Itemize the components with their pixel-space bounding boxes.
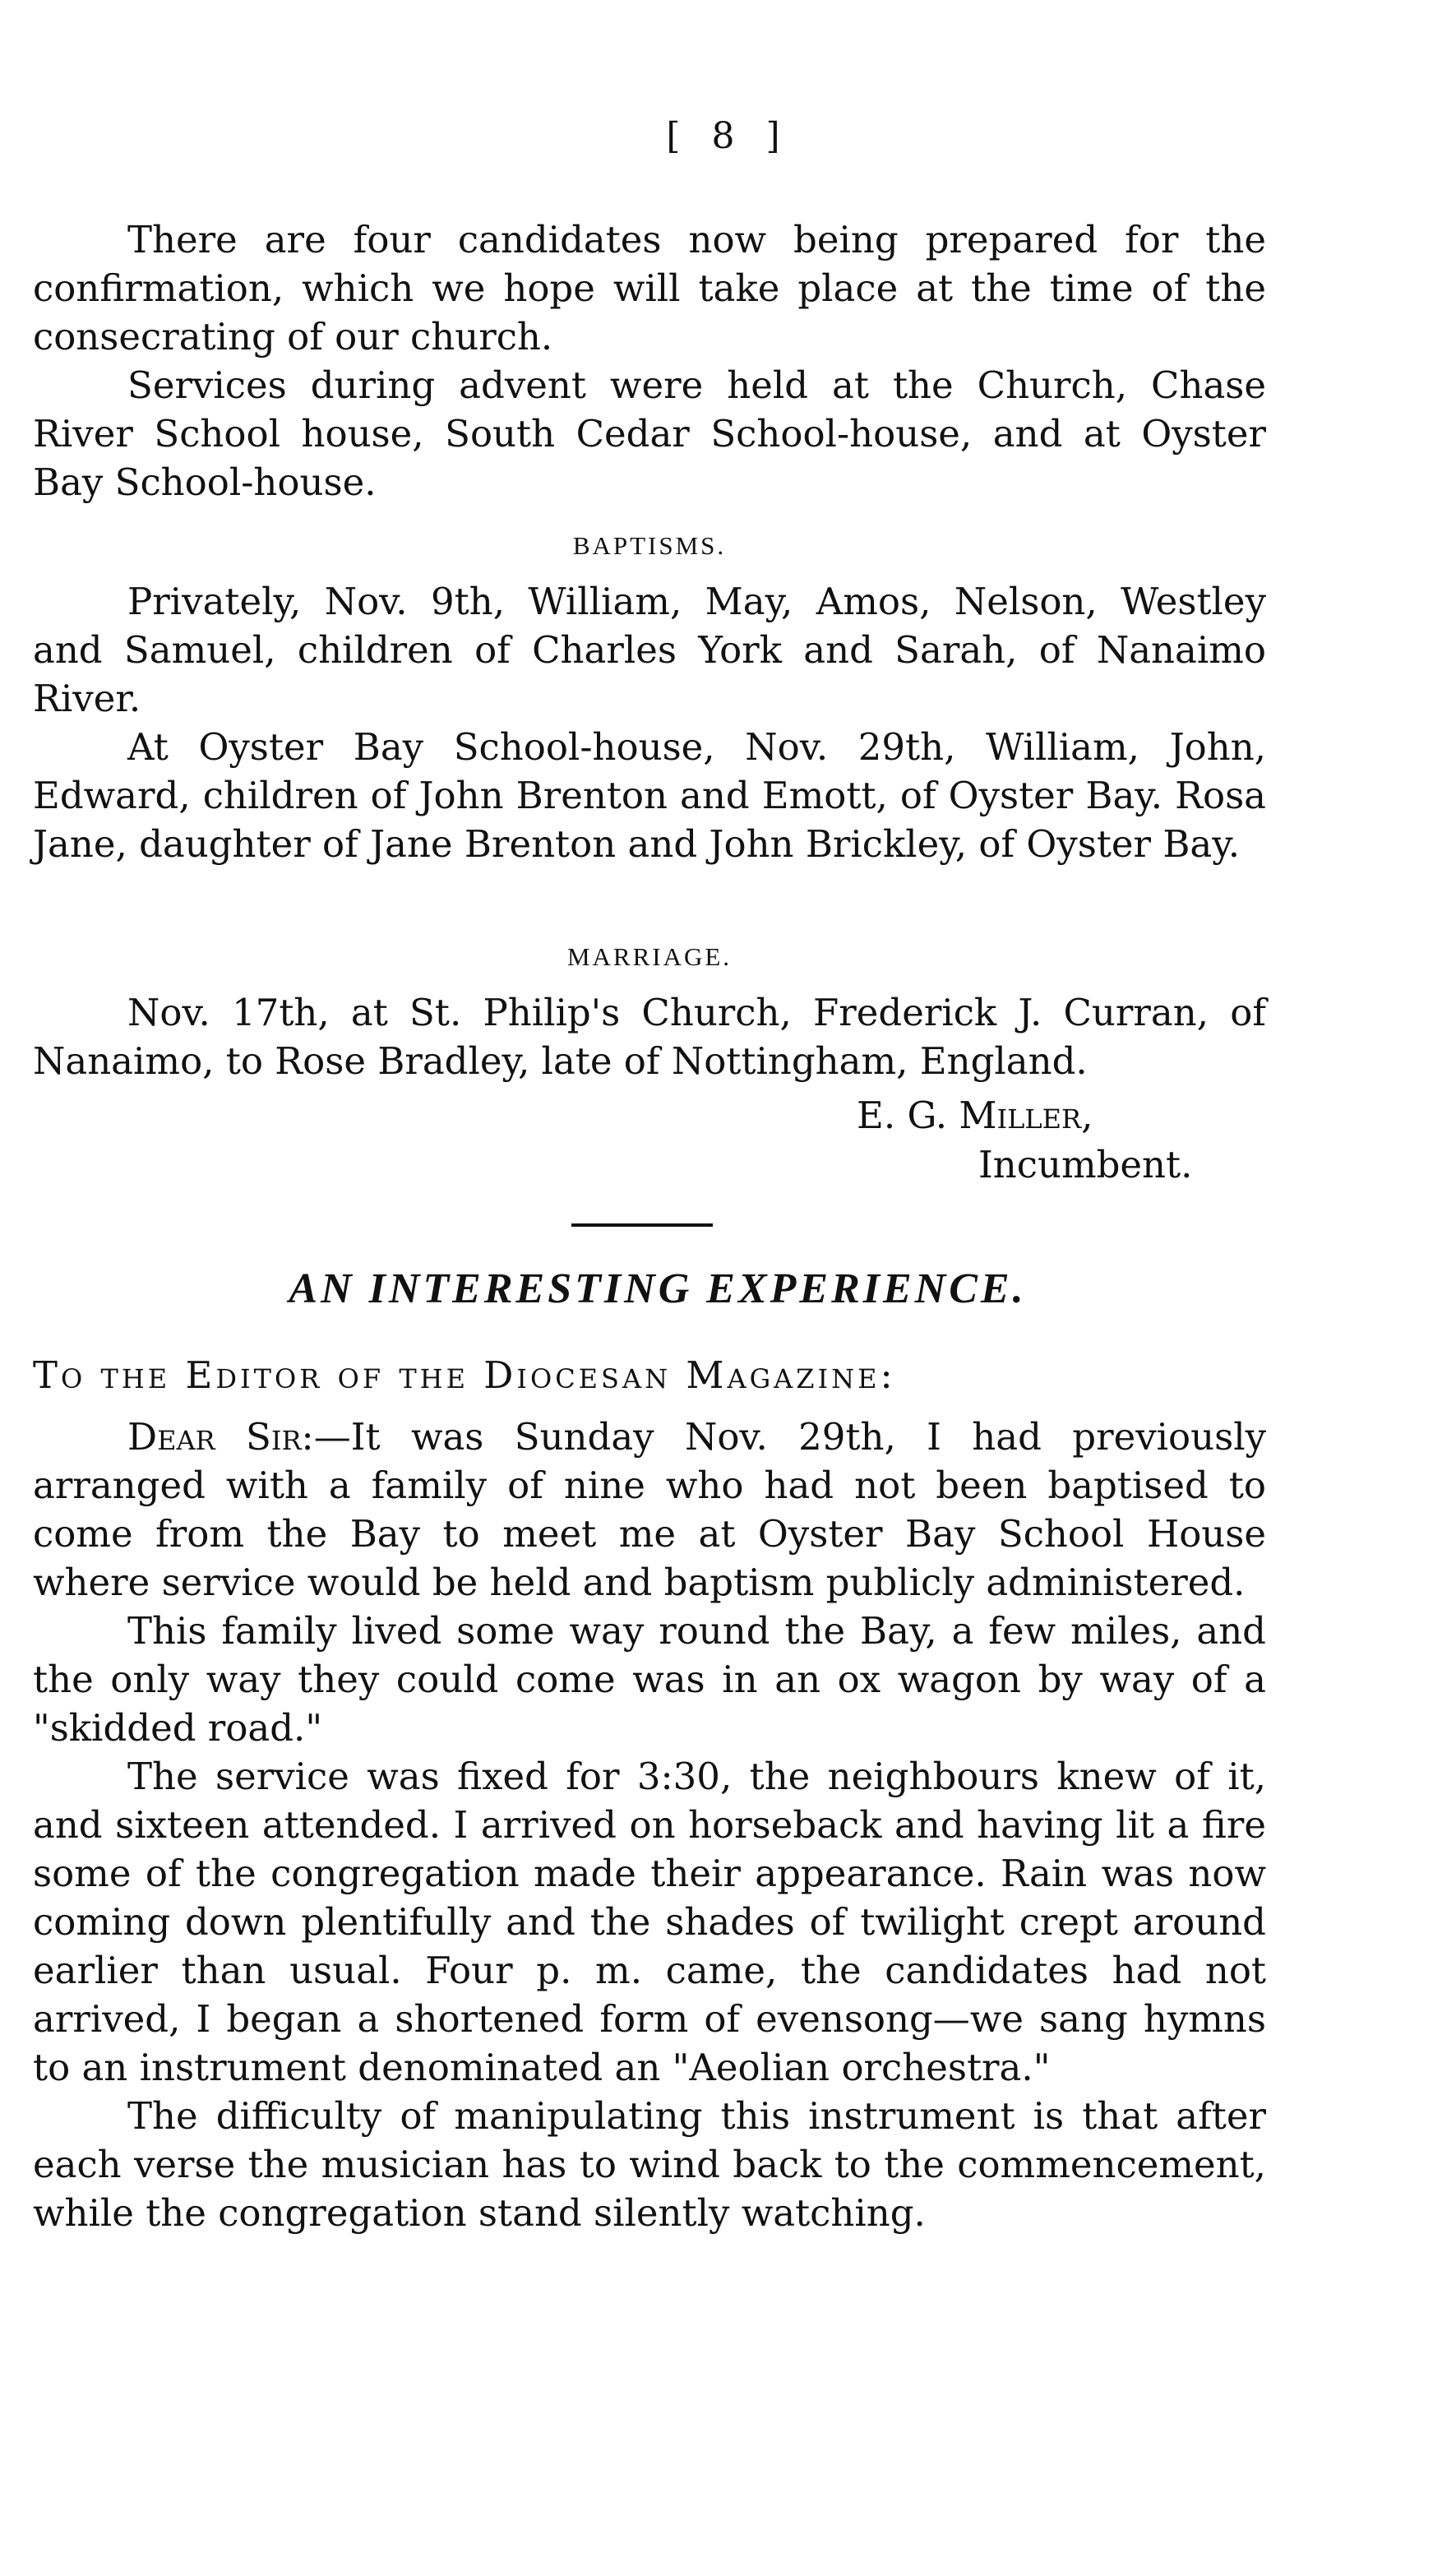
article-opening: Dear Sir:	[127, 1415, 314, 1459]
article-paragraph-1	[33, 1413, 1266, 1607]
salutation: To the Editor of the Diocesan Magazine:	[33, 1353, 896, 1397]
intro-paragraph-confirmation: There are four candidates now being prepared for the confirmation, which we hope will take place at the time of the consecrating of our church.	[33, 218, 1266, 358]
intro-section	[33, 215, 1266, 506]
signature-name: E. G. Miller,	[857, 1094, 1093, 1137]
article-paragraph-3: The service was fixed for 3:30, the neighbours knew of it, and sixteen attended. I arrived on horseback and having lit a fire some of the congregation made their appearance. Rain was now coming down plentifully and the shades of twilight crept around earlier than usual. Four p. m. came, the candidates had not arrived, I began a shortened form of evensong—we sang hymns to an instrument denominated an "Aeolian orchestra."	[33, 1755, 1266, 2089]
page-number: [ 8 ]	[666, 115, 790, 157]
baptism-entry-oyster-bay: At Oyster Bay School-house, Nov. 29th, William, John, Edward, children of John Brenton and Emott, of Oyster Bay. Rosa Jane, daughter of Jane Brenton and John Brickley, of Oyster Bay.	[33, 725, 1266, 866]
baptism-entry-private: Privately, Nov. 9th, William, May, Amos, Nelson, Westley and Samuel, children of Charles York and Sarah, of Nanaimo River.	[33, 580, 1266, 720]
marriage-section	[33, 988, 1266, 1085]
section-divider	[571, 1223, 713, 1227]
intro-paragraph-advent-services: Services during advent were held at the Church, Chase River School house, South Cedar School-house, and at Oyster Bay School-house.	[33, 363, 1266, 504]
article-title: AN INTERESTING EXPERIENCE.	[289, 1265, 1027, 1312]
signature-title: Incumbent.	[978, 1143, 1193, 1186]
baptisms-section	[33, 577, 1266, 868]
marriage-entry: Nov. 17th, at St. Philip's Church, Frederick J. Curran, of Nanaimo, to Rose Bradley, late of Nottingham, England.	[33, 991, 1266, 1083]
article-paragraph-2: This family lived some way round the Bay, a few miles, and the only way they could come was in an ox wagon by way of a "skidded road."	[33, 1609, 1266, 1750]
article-paragraph-4: The difficulty of manipulating this instrument is that after each verse the musician has to wind back to the commencement, while the congregation stand silently watching.	[33, 2094, 1266, 2235]
marriage-heading: MARRIAGE.	[566, 942, 733, 971]
article-paragraph-1-text: —It was Sunday Nov. 29th, I had previously arranged with a family of nine who had not been baptised to come from the Bay to meet me at Oyster Bay School House where service would be held and baptism publicly administered.	[33, 1415, 1267, 1604]
article-body	[33, 1413, 1266, 2237]
baptisms-heading: BAPTISMS.	[572, 531, 727, 560]
